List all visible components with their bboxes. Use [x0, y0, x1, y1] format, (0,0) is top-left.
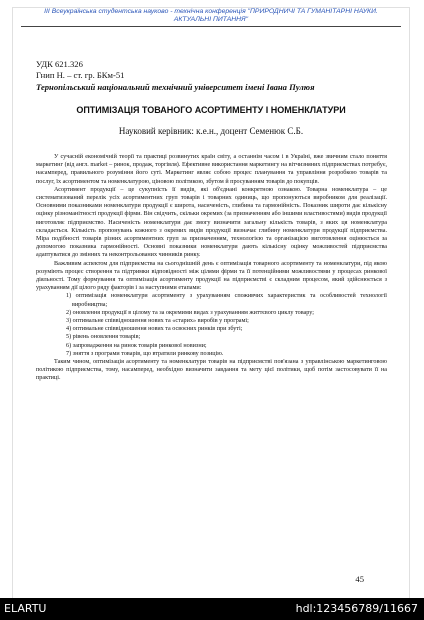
- list-item: 7) зняття з програми товарів, що втратили ринкову позицію.: [66, 350, 224, 357]
- list-item: 4) оптимальне співвідношення нових та освоєних ринків при збуті;: [66, 326, 243, 333]
- list-item: 2) оновлення продукції в цілому та за окремими видах з урахуванням життєвого циклу товару;: [66, 309, 314, 316]
- header-rule: [21, 26, 401, 27]
- article-title: ОПТИМІЗАЦІЯ ТОВАНОГО АСОРТИМЕНТУ І НОМЕНКЛАТУРИ: [76, 105, 346, 115]
- paragraph-2: Асортимент продукції – це сукупність її видів, які об'єднані конкретною ознакою. Товарна номенклатура – це систематизований перелік усіх асортиментних груп товарів і товарних одиниць, що пропонуються виробником для реалізації. Основними показниками номенклатури продукції є широта, насиченість, глибина та гармонійність. Показник широти дає кількісну оцінку різноманітності продукції фірми. Він свідчить, скільки окремих (за призначенням або іншими властивостями) видів продукції виготовляє підприємство. Насиченість номенклатури дає змогу визначити загальну кількість товарів, з яких ця номенклатура складається. Кількість пропонувань кожного з окремих видів продукції визначає глибину номенклатури продукції підприємства. Міра подібності товарів різних асортиментних груп за призначенням, технологією та організацією виготовлення оцінюється за допомогою показника гармонійності. Основні показники номенклатури дають кількісну оцінку можливостей підприємства адаптуватися до змінних та неконтрольованих чинників ринку.: [36, 186, 387, 259]
- paragraph-3: Важливим аспектом для підприємства на сьогоднішній день є оптимізація товарного асортименту та номенклатури, під якою розуміють процес створення та підтримки відповідності між цілями фірми та її потенційними можливостями у процесах ринкової діяльності. Тому формування та оптимізація асортименту продукції на підприємстві є складним процесом, який здійснюється з урахуванням дії цілого ряду факторів і за наступними етапами:: [36, 260, 387, 292]
- document-page: [13, 8, 409, 598]
- repository-footer: [0, 598, 424, 620]
- handle-identifier: hdl:123456789/11667: [295, 602, 418, 615]
- page-number: 45: [355, 574, 364, 584]
- list-item: 1) оптимізація номенклатури асортименту з урахуванням споживчих характеристик та особливостей технології виробництва;: [66, 293, 387, 308]
- list-item: 6) запровадження на ринок товарів ринкової новизни;: [66, 342, 207, 349]
- university-name: Тернопільський національний технічний університет імені Івана Пулюя: [36, 82, 315, 92]
- repository-name: ELARTU: [4, 602, 47, 615]
- conference-header: [21, 8, 401, 27]
- closing-paragraph: Таким чином, оптимізація асортименту та номенклатури товарів на підприємстві пов'язана з управлінською маркетинговою політикою підприємства, тому, насамперед, необхідно визначити завдання та мету цієї політики, щоб потім застосовувати її на практиці.: [36, 359, 387, 382]
- udk-code: УДК 621.326: [36, 59, 83, 69]
- list-item: 5) рівень оновлення товарів;: [66, 334, 141, 341]
- header-line-2: АКТУАЛЬНІ ПИТАННЯ": [173, 16, 249, 23]
- article-body: [36, 153, 387, 383]
- list-item: 3) оптимальне співвідношення нових та «старих» виробів у програмі;: [66, 318, 249, 325]
- author-line: Гнип Н. – ст. гр. БКм-51: [36, 70, 125, 80]
- udk-block: [36, 59, 124, 81]
- supervisor-line: Науковий керівник: к.е.н., доцент Семенюк С.Б.: [118, 126, 304, 136]
- paragraph-1: У сучасній економічній теорії та практиці розвинутих країн світу, а останнім часом і в Україні, вже звичним стало поняття маркетинг (від англ. market – ринок, продаж, торгівля). Ефективне використання маркетингу на вітчизняних підприємствах потребує, насамперед, правильного розуміння його суті. Маркетинг являє собою процес планування та управління розробкою товарів та послуг, їх асортиментом та номенклатурою, ціновою політикою, збутом й просуванням товарів до покупців.: [36, 154, 387, 185]
- header-line-1: ІІІ Всеукраїнська студентська науково - технічна конференція "ПРИРОДНИЧІ ТА ГУМАНІТАРНІ НАУКИ.: [44, 8, 378, 15]
